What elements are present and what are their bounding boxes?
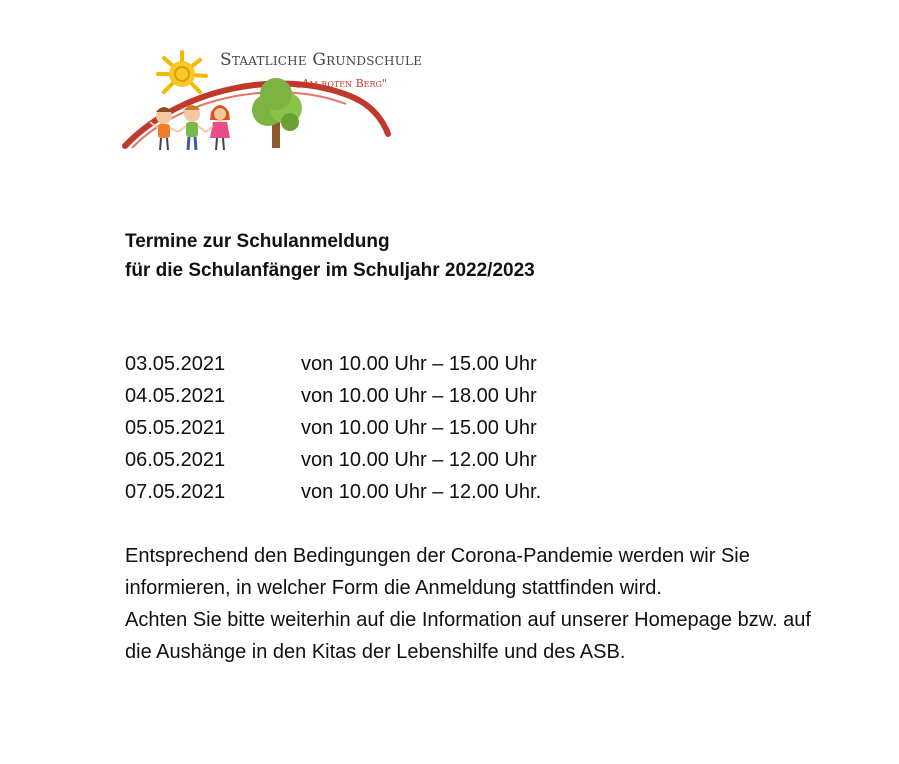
schedule-date: 06.05.2021 [125, 449, 226, 471]
schedule-time: von 10.00 Uhr – 15.00 Uhr [301, 353, 537, 375]
schedule-date: 03.05.2021 [125, 353, 226, 375]
info-paragraph-corona: Entsprechend den Bedingungen der Corona-Pandemie werden wir Sie informieren, in welcher Form die Anmeldung stattfinden wird. [125, 545, 750, 599]
schedule-row [125, 476, 541, 508]
schedule-date: 04.05.2021 [125, 385, 226, 407]
heading-line-1: Termine zur Schulanmeldung [125, 231, 390, 252]
schedule-time: von 10.00 Uhr – 18.00 Uhr [301, 385, 537, 407]
schedule-date: 07.05.2021 [125, 481, 226, 503]
schedule-time: von 10.00 Uhr – 15.00 Uhr [301, 417, 537, 439]
registration-schedule [125, 348, 541, 508]
schedule-time: von 10.00 Uhr – 12.00 Uhr [301, 449, 537, 471]
schedule-row [125, 380, 541, 412]
schedule-time: von 10.00 Uhr – 12.00 Uhr. [301, 481, 542, 503]
school-logo [120, 38, 423, 158]
document-heading [125, 227, 535, 285]
sun-icon [158, 52, 206, 92]
schedule-row [125, 444, 541, 476]
logo-subtitle: „Am roten Berg" [296, 77, 387, 90]
logo-title: Staatliche Grundschule [220, 50, 423, 70]
schedule-row [125, 348, 541, 380]
schedule-date: 05.05.2021 [125, 417, 226, 439]
tree-illustration [252, 78, 302, 148]
info-paragraph-homepage: Achten Sie bitte weiterhin auf die Information auf unserer Homepage bzw. auf die Aushänge in den Kitas der Lebenshilfe und des ASB. [125, 609, 811, 663]
children-illustration [150, 105, 230, 150]
heading-line-2: für die Schulanfänger im Schuljahr 2022/2023 [125, 260, 535, 281]
schedule-row [125, 412, 541, 444]
document-body [125, 540, 825, 668]
